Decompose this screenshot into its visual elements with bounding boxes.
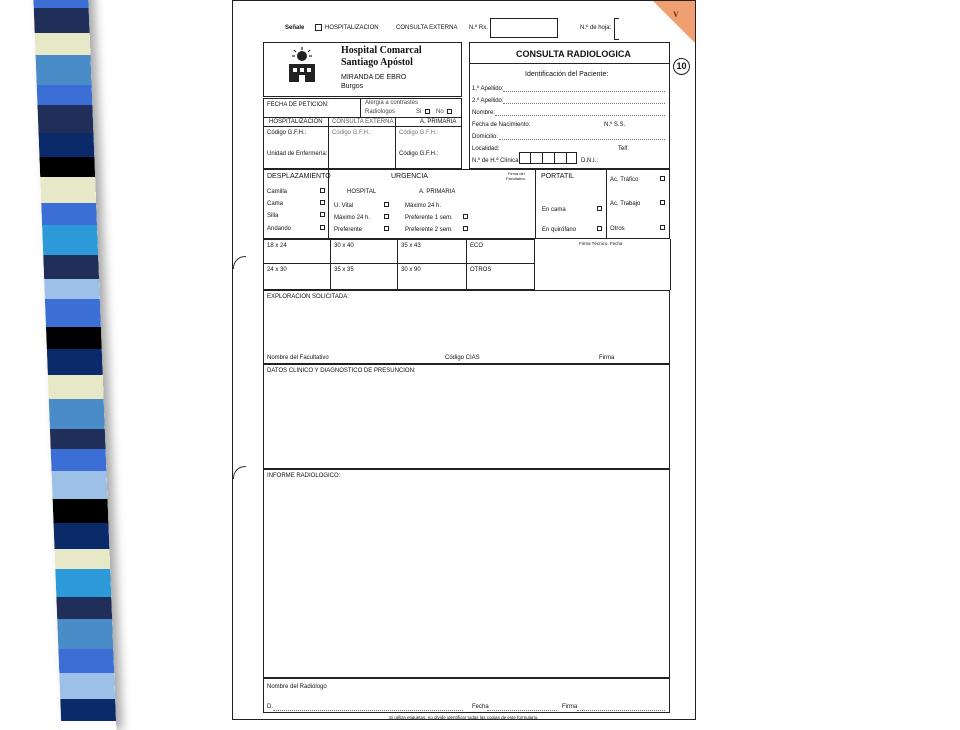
alergia-si-checkbox[interactable] bbox=[425, 109, 430, 114]
senale-label: Señale bbox=[285, 25, 305, 31]
peticion-col-sep1 bbox=[328, 117, 329, 169]
stripe bbox=[44, 279, 100, 299]
stripe bbox=[41, 203, 97, 225]
stripe bbox=[59, 673, 115, 699]
col-hospitalizacion: HOSPITALIZACION bbox=[269, 119, 323, 125]
stripe bbox=[53, 523, 109, 549]
exploracion-heading: EXPLORACION SOLICITADA: bbox=[267, 294, 349, 300]
exploracion-box[interactable] bbox=[263, 290, 670, 364]
fecha-nacimiento-label: Fecha de Nacimiento: bbox=[472, 122, 531, 128]
hospital-province: Burgos bbox=[341, 83, 364, 90]
urgencia-hosp-24h: Máximo 24 h. bbox=[334, 215, 371, 221]
si-label: Si bbox=[416, 109, 422, 115]
codigo-gfh-aprim: Código G.F.H.: bbox=[399, 130, 439, 136]
size-35x35[interactable]: 35 x 35 bbox=[334, 267, 354, 273]
transport-sep3 bbox=[606, 169, 607, 239]
size-35x43[interactable]: 35 x 43 bbox=[401, 243, 421, 249]
fecha-peticion-label: FECHA DE PETICION: bbox=[267, 102, 329, 108]
nrx-field[interactable] bbox=[490, 18, 558, 38]
nombre-radiologo-label: Nombre del Radiólogo bbox=[267, 684, 327, 690]
size-grid-h bbox=[263, 263, 535, 264]
codigo-gfh-aprim2: Código G.F.H.: bbox=[399, 151, 439, 157]
hospitalizacion-checkbox[interactable] bbox=[315, 24, 322, 31]
otros-label: Otros bbox=[610, 226, 625, 232]
stripe bbox=[37, 105, 93, 133]
footer-firma-label: Firma bbox=[562, 704, 578, 710]
hosp-preferente-checkbox[interactable] bbox=[384, 226, 389, 231]
stripe bbox=[51, 449, 107, 471]
form-title: CONSULTA RADIOLOGICA bbox=[516, 49, 631, 59]
nhoja-label: N.º de hoja: bbox=[580, 25, 612, 31]
firma-facultativo-line1: Firma del bbox=[508, 171, 525, 176]
size-grid-v1 bbox=[330, 239, 331, 290]
desplazamiento-item-cama: Cama bbox=[267, 201, 284, 207]
historia-field[interactable] bbox=[519, 152, 577, 164]
size-30x90[interactable]: 30 x 90 bbox=[401, 267, 421, 273]
stripe bbox=[55, 569, 111, 597]
size-24x30[interactable]: 24 x 30 bbox=[267, 267, 287, 273]
size-grid-v2 bbox=[397, 239, 398, 290]
size-18x24[interactable]: 18 x 24 bbox=[267, 243, 287, 249]
apellido1-label: 1.º Apellido: bbox=[472, 86, 504, 92]
corner-tab bbox=[653, 1, 695, 43]
stripe bbox=[39, 157, 95, 177]
domicilio-label: Domicilio: bbox=[472, 134, 499, 140]
version-letter: V bbox=[673, 10, 679, 19]
silla-checkbox[interactable] bbox=[320, 212, 325, 217]
desplazamiento-item-silla: Silla bbox=[267, 213, 279, 219]
stripe bbox=[46, 327, 102, 349]
nombre-label: Nombre: bbox=[472, 110, 496, 116]
urgencia-heading: URGENCIA bbox=[391, 173, 428, 180]
ap-pref2-checkbox[interactable] bbox=[463, 226, 468, 231]
peticion-divider-h2 bbox=[263, 126, 462, 127]
hospital-logo-icon bbox=[286, 47, 318, 85]
en-cama-checkbox[interactable] bbox=[597, 206, 602, 211]
informe-box[interactable] bbox=[263, 469, 670, 678]
dni-label: D.N.I.: bbox=[581, 158, 599, 164]
col-consulta-externa: CONSULTA EXTERNA bbox=[332, 119, 394, 125]
ac-trabajo-checkbox[interactable] bbox=[660, 200, 665, 205]
consulta-externa-label: CONSULTA EXTERNA bbox=[396, 25, 458, 31]
size-otros[interactable]: OTROS bbox=[470, 267, 492, 273]
radiologo-d-label: D. bbox=[267, 704, 273, 710]
urgencia-ap-24h: Máximo 24 h. bbox=[405, 203, 442, 209]
stripe bbox=[54, 549, 110, 569]
stripe bbox=[43, 255, 99, 279]
nombre-field[interactable] bbox=[495, 115, 665, 116]
hospital-name-line2: Santiago Apóstol bbox=[341, 57, 413, 68]
stripe bbox=[33, 0, 89, 8]
nhoja-field[interactable] bbox=[614, 18, 619, 40]
portatil-en-cama: En cama bbox=[542, 207, 566, 213]
stripe bbox=[35, 55, 91, 85]
radiologos-label: Radiologos bbox=[365, 109, 396, 115]
peticion-divider-h1 bbox=[263, 117, 462, 118]
historia-label: N.º de H.ª Clínica: bbox=[472, 158, 521, 164]
footer-note: Si utiliza etiquetas, no olvide identificar todas las copias de este formulario. bbox=[389, 715, 539, 720]
domicilio-field[interactable] bbox=[499, 139, 665, 140]
ap-pref1-checkbox[interactable] bbox=[463, 214, 468, 219]
urgencia-hosp-vital: U. Vital bbox=[334, 203, 354, 209]
stripe bbox=[42, 225, 98, 255]
firma-facultativo-line2: Facultativo bbox=[506, 176, 526, 181]
firma-tecnico-label: Firma Técnico. Fecha bbox=[579, 241, 623, 246]
radiology-request-form bbox=[232, 0, 696, 720]
footer-fecha-label: Fecha bbox=[472, 704, 489, 710]
stripe bbox=[47, 349, 103, 375]
desplazamiento-heading: DESPLAZAMIENTO bbox=[267, 173, 331, 180]
ac-trafico-label: Ac. Tráfico bbox=[610, 177, 639, 183]
col-aprimaria: A. PRIMARIA bbox=[420, 119, 457, 125]
stripe bbox=[45, 299, 101, 327]
size-30x40[interactable]: 30 x 40 bbox=[334, 243, 354, 249]
peticion-col-sep2 bbox=[395, 117, 396, 169]
stripe bbox=[40, 177, 96, 203]
apellido1-field[interactable] bbox=[503, 91, 665, 92]
firma-facultativo-label: Firma bbox=[599, 355, 615, 361]
datos-clinicos-heading: DATOS CLINICO Y DIAGNOSTICO DE PRESUNCION: bbox=[267, 368, 416, 374]
hospitalizacion-label: HOSPITALIZACION bbox=[325, 25, 379, 31]
codigo-gfh-hosp: Código G.F.H.: bbox=[267, 130, 307, 136]
stripe bbox=[49, 399, 105, 429]
stripe bbox=[35, 33, 91, 55]
stripe bbox=[37, 85, 93, 105]
en-quirofano-checkbox[interactable] bbox=[597, 226, 602, 231]
nrx-label: N.º Rx. bbox=[469, 25, 488, 31]
portatil-heading: PORTATIL bbox=[541, 173, 575, 180]
telf-label: Telf. bbox=[618, 146, 630, 152]
hosp-24h-checkbox[interactable] bbox=[384, 214, 389, 219]
radiologo-name-field[interactable] bbox=[273, 710, 463, 711]
desplazamiento-item-camilla: Camilla bbox=[267, 189, 288, 195]
alergia-label: Alergia a contrastes bbox=[365, 100, 419, 106]
film-size-grid bbox=[263, 239, 535, 290]
nombre-facultativo-label: Nombre del Facultativo bbox=[267, 355, 329, 361]
footer-fecha-field[interactable] bbox=[487, 710, 557, 711]
hospital-name-line1: Hospital Comarcal bbox=[341, 45, 422, 56]
vital-checkbox[interactable] bbox=[384, 202, 389, 207]
stripe bbox=[57, 619, 113, 649]
patient-heading: Identificación del Paciente: bbox=[525, 71, 609, 78]
nss-label: N.º S.S. bbox=[604, 122, 626, 128]
codigo-cias-label: Código CIAS bbox=[445, 355, 480, 361]
ac-trafico-checkbox[interactable] bbox=[660, 176, 665, 181]
portatil-en-quirofano: En quirófano bbox=[542, 227, 577, 233]
andando-checkbox[interactable] bbox=[320, 225, 325, 230]
form-number-badge: 10 bbox=[673, 58, 690, 75]
desplazamiento-item-andando: Andando bbox=[267, 226, 292, 232]
hospital-city: MIRANDA DE EBRO bbox=[341, 74, 407, 81]
size-grid-v3 bbox=[466, 239, 467, 290]
datos-clinicos-box[interactable] bbox=[263, 364, 670, 469]
footer-firma-field[interactable] bbox=[577, 710, 665, 711]
stripe bbox=[38, 133, 94, 157]
apellido2-label: 2.º Apellido: bbox=[472, 98, 504, 104]
stripe bbox=[53, 499, 109, 523]
stripe bbox=[34, 8, 90, 33]
peticion-divider-v bbox=[360, 98, 361, 117]
unidad-enfermeria-label: Unidad de Enfermería: bbox=[267, 151, 328, 157]
right-edge-upper bbox=[670, 239, 671, 290]
title-divider bbox=[469, 63, 670, 64]
urgencia-ap-pref2: Preferente 2 sem. bbox=[405, 227, 453, 233]
stripe bbox=[51, 471, 107, 499]
apellido2-field[interactable] bbox=[503, 103, 665, 104]
localidad-label: Localidad: bbox=[472, 146, 500, 152]
ac-trabajo-label: Ac. Trabajo bbox=[610, 201, 641, 207]
stripe bbox=[50, 429, 106, 449]
urgencia-ap-pref1: Preferente 1 sem. bbox=[405, 215, 453, 221]
stripe bbox=[56, 597, 112, 619]
codigo-gfh-cext: Código G.F.H.: bbox=[332, 130, 372, 136]
urgencia-aprimaria: A. PRIMARIA bbox=[419, 189, 456, 195]
otros-checkbox[interactable] bbox=[660, 225, 665, 230]
cama-checkbox[interactable] bbox=[320, 200, 325, 205]
decorative-stripe-bar bbox=[33, 0, 116, 730]
urgencia-hosp-preferente: Preferente bbox=[334, 227, 363, 233]
alergia-no-checkbox[interactable] bbox=[447, 109, 452, 114]
stripe bbox=[48, 375, 104, 399]
stripe bbox=[60, 699, 116, 721]
transport-sep2 bbox=[535, 169, 536, 239]
camilla-checkbox[interactable] bbox=[320, 188, 325, 193]
informe-heading: INFORME RADIOLOGICO: bbox=[267, 473, 341, 479]
size-eco[interactable]: ECO bbox=[470, 243, 484, 249]
stripe bbox=[58, 649, 114, 673]
no-label: No bbox=[436, 109, 444, 115]
urgencia-hospital: HOSPITAL bbox=[347, 189, 377, 195]
